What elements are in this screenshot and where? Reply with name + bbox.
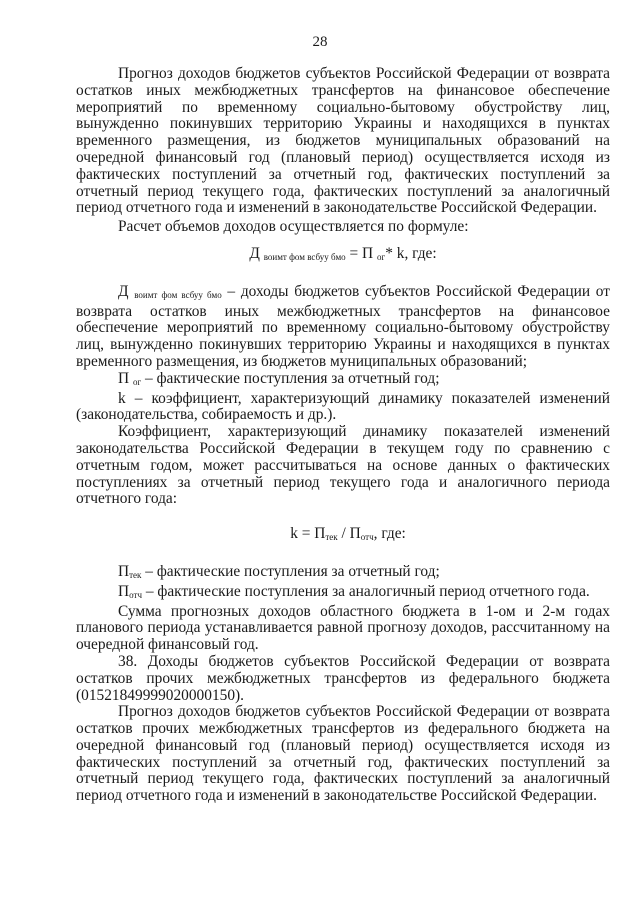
formula-tail: * k, где:	[385, 244, 437, 262]
def-text: – фактические поступления за аналогичный период отчетного года.	[141, 582, 590, 600]
def-text: – фактические поступления за отчетный год;	[141, 369, 440, 387]
paragraph-formula-intro: Расчет объемов доходов осуществляется по формуле:	[118, 218, 469, 236]
document-body	[76, 66, 610, 805]
formula2-tail: , где:	[373, 525, 406, 543]
def-symbol: Д	[118, 282, 129, 300]
def-text: – доходы бюджетов субъектов Российской Федерации от возврата остатков иных межбюджетных трансфертов на финансовое обеспечение мероприятий по временному социально-бытовому обустройству лиц, вынужденно покинувших территорию Украины и находящихся в пунктах временного размещения, из бюджетов муниципальных образований;	[76, 282, 610, 370]
formula-subscript-og: ог	[377, 251, 386, 262]
paragraph-forecast-other-federal: Прогноз доходов бюджетов субъектов Российской Федерации от возврата остатков прочих межбюджетных трансфертов из федерального бюджета на очередной финансовый год (плановый период) осуществляется исходя из фактических поступлений за отчетный год, фактических поступлений за отчетный период текущего года, фактических поступлений за аналогичный период отчетного года и изменений в законодательстве Российской Федерации.	[76, 703, 610, 805]
definition-ptek	[76, 564, 610, 584]
formula-subscript-d: воимт фом всбуу бмо	[263, 251, 346, 262]
def-text: – фактические поступления за отчетный год;	[141, 562, 440, 580]
def-subscript: ог	[132, 376, 142, 387]
formula2-subscript-tek: тек	[325, 532, 338, 543]
paragraph-forecast-other-ibt: Прогноз доходов бюджетов субъектов Российской Федерации от возврата остатков иных межбюджетных трансфертов на финансовое обеспечение мероприятий по временному социально-бытовому обустройству лиц, вынужденно покинувших территорию Украины и находящихся в пунктах временного размещения, из бюджетов муниципальных образований на очередной финансовый год (плановый период) осуществляется исходя из фактических поступлений за отчетный год, фактических поступлений за отчетный период текущего года, фактических поступлений за аналогичный период отчетного года и изменений в законодательстве Российской Федерации.	[76, 65, 610, 217]
definition-pog	[76, 371, 610, 391]
definition-potch	[76, 584, 610, 604]
def-symbol: П	[118, 369, 130, 387]
def-subscript: тек	[129, 569, 142, 580]
def-symbol: П	[118, 582, 130, 600]
def-subscript: отч	[129, 589, 142, 600]
definition-k: k – коэффициент, характеризующий динамику показателей изменений (законодательства, собираемость и др.).	[76, 389, 610, 424]
formula-eq: = П	[345, 244, 374, 262]
paragraph-coefficient: Коэффициент, характеризующий динамику показателей изменений законодательства Российской Федерации в текущем году по сравнению с отчетным годом, может рассчитываться на основе данных о фактических поступлениях за отчетный период текущего года и аналогичного периода отчетного года:	[76, 423, 610, 508]
formula-income	[76, 246, 610, 266]
definition-d	[76, 284, 610, 371]
def-subscript: воимт фом всбуу бмо	[134, 289, 222, 300]
formula2-part-a: k = П	[290, 525, 326, 543]
formula2-part-b: / П	[337, 525, 361, 543]
formula-symbol-d: Д	[249, 244, 260, 262]
page-number: 28	[312, 34, 328, 50]
section-38-heading: 38. Доходы бюджетов субъектов Российской Федерации от возврата остатков прочих межбюджетных трансфертов из федерального бюджета (01521849999020000150).	[76, 652, 610, 704]
def-symbol: П	[118, 562, 130, 580]
formula-coefficient	[86, 526, 610, 546]
formula2-subscript-otch: отч	[360, 532, 374, 543]
paragraph-planning-period: Сумма прогнозных доходов областного бюджета в 1-ом и 2-м годах планового периода устанавливается равной прогнозу доходов, рассчитанному на очередной финансовый год.	[76, 602, 610, 654]
